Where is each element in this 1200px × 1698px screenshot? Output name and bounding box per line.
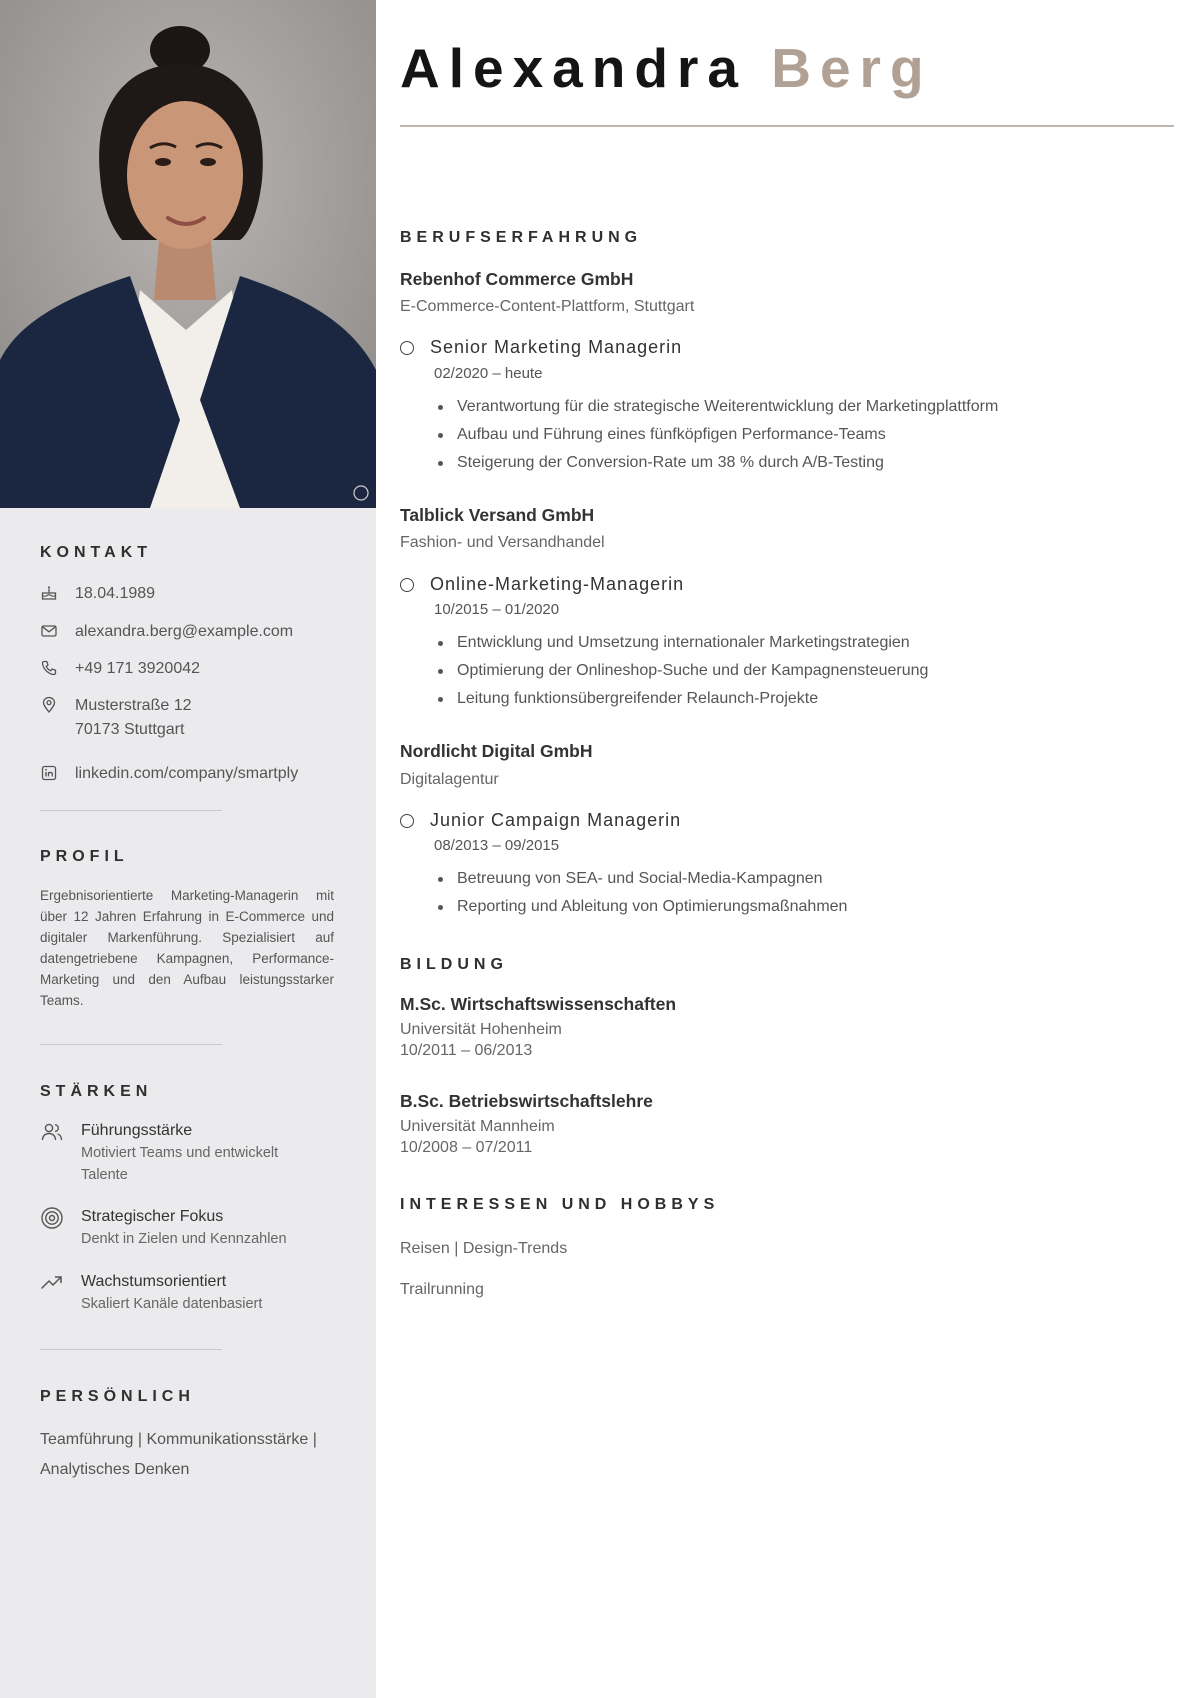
job-role bbox=[400, 574, 684, 595]
education-heading: BILDUNG bbox=[400, 956, 508, 973]
job-role bbox=[400, 337, 682, 358]
strength-title: Führungsstärke bbox=[81, 1122, 193, 1139]
job-bullets bbox=[436, 865, 847, 921]
strength-subtitle: Denkt in Zielen und Kennzahlen bbox=[81, 1231, 287, 1247]
interest-item: Reisen | Design-Trends bbox=[400, 1240, 568, 1257]
contact-phone[interactable] bbox=[40, 657, 200, 681]
experience-heading: BERUFSERFAHRUNG bbox=[400, 229, 643, 246]
list-item: Optimierung der Onlineshop-Suche und der Kampagnensteuerung bbox=[436, 657, 928, 685]
birthdate-text: 18.04.1989 bbox=[75, 585, 156, 602]
timeline-circle-icon bbox=[400, 814, 414, 828]
address-street: Musterstraße 12 bbox=[75, 697, 192, 714]
title-divider bbox=[400, 125, 1174, 127]
company-description: Fashion- und Versandhandel bbox=[400, 534, 605, 551]
education-degree: B.Sc. Betriebswirtschaftslehre bbox=[400, 1091, 653, 1111]
role-title: Senior Marketing Managerin bbox=[430, 337, 683, 357]
timeline-circle-icon bbox=[400, 578, 414, 592]
company-description: Digitalagentur bbox=[400, 771, 499, 788]
list-item: Entwicklung und Umsetzung internationaler Marketingstrategien bbox=[436, 629, 928, 657]
strength-item bbox=[40, 1120, 301, 1186]
phone-link[interactable]: +49 171 3920042 bbox=[75, 660, 201, 677]
location-icon bbox=[40, 696, 58, 714]
divider bbox=[40, 1349, 222, 1350]
personal-heading: PERSÖNLICH bbox=[40, 1388, 195, 1405]
list-item: Steigerung der Conversion-Rate um 38 % durch A/B-Testing bbox=[436, 449, 998, 477]
contact-birthdate bbox=[40, 582, 155, 606]
divider bbox=[40, 810, 222, 811]
list-item: Betreuung von SEA- und Social-Media-Kampagnen bbox=[436, 865, 847, 893]
first-name: Alexandra bbox=[400, 37, 747, 99]
education-period: 10/2011 – 06/2013 bbox=[400, 1042, 533, 1059]
role-title: Junior Campaign Managerin bbox=[430, 810, 682, 830]
job-period: 02/2020 – heute bbox=[434, 365, 543, 382]
sidebar bbox=[0, 0, 376, 1698]
strength-item bbox=[40, 1271, 301, 1315]
linkedin-link[interactable]: linkedin.com/company/smartply bbox=[75, 765, 299, 782]
target-icon bbox=[40, 1206, 64, 1230]
list-item: Verantwortung für die strategische Weiterentwicklung der Marketingplattform bbox=[436, 393, 998, 421]
personal-text: Teamführung | Kommunikationsstärke | Analytisches Denken bbox=[40, 1431, 317, 1478]
contact-address bbox=[40, 694, 191, 742]
last-name: Berg bbox=[771, 37, 933, 99]
list-item: Aufbau und Führung eines fünfköpfigen Performance-Teams bbox=[436, 421, 998, 449]
job-role bbox=[400, 810, 681, 831]
phone-icon bbox=[40, 659, 58, 677]
interest-item: Trailrunning bbox=[400, 1281, 484, 1298]
education-school: Universität Hohenheim bbox=[400, 1021, 562, 1038]
cake-icon bbox=[40, 584, 58, 602]
contact-email[interactable] bbox=[40, 620, 293, 644]
timeline-circle-icon bbox=[400, 341, 414, 355]
profile-text: Ergebnisorientierte Marketing-Managerin mit über 12 Jahren Erfahrung in E-Commerce und digitaler Markenführung. Spezialisiert auf datengetriebene Kampagnen, Performance-Marketing und den Aufbau leistungsstarker Teams. bbox=[40, 888, 334, 1008]
list-item: Leitung funktionsübergreifender Relaunch-Projekte bbox=[436, 685, 928, 713]
company-name: Rebenhof Commerce GmbH bbox=[400, 269, 634, 289]
job-bullets bbox=[436, 629, 928, 713]
trending-up-icon bbox=[40, 1271, 64, 1295]
education-period: 10/2008 – 07/2011 bbox=[400, 1139, 533, 1156]
strength-subtitle: Motiviert Teams und entwickelt Talente bbox=[81, 1145, 279, 1183]
profile-heading: PROFIL bbox=[40, 848, 129, 865]
interests-heading: INTERESSEN UND HOBBYS bbox=[400, 1196, 720, 1213]
users-icon bbox=[40, 1120, 64, 1144]
mail-icon bbox=[40, 622, 58, 640]
job-period: 10/2015 – 01/2020 bbox=[434, 601, 560, 618]
address-text bbox=[75, 694, 191, 742]
job-bullets bbox=[436, 393, 998, 477]
email-link[interactable]: alexandra.berg@example.com bbox=[75, 623, 294, 640]
role-title: Online-Marketing-Managerin bbox=[430, 574, 685, 594]
strengths-heading: STÄRKEN bbox=[40, 1083, 153, 1100]
contact-linkedin[interactable] bbox=[40, 762, 298, 786]
linkedin-icon bbox=[40, 764, 58, 782]
job-period: 08/2013 – 09/2015 bbox=[434, 837, 560, 854]
page-title bbox=[400, 36, 933, 100]
strength-subtitle: Skaliert Kanäle datenbasiert bbox=[81, 1296, 263, 1312]
education-school: Universität Mannheim bbox=[400, 1118, 555, 1135]
company-name: Talblick Versand GmbH bbox=[400, 505, 595, 525]
divider bbox=[40, 1044, 222, 1045]
strength-item bbox=[40, 1206, 301, 1250]
strength-title: Wachstumsorientiert bbox=[81, 1273, 227, 1290]
portrait-image bbox=[0, 0, 376, 508]
list-item: Reporting und Ableitung von Optimierungsmaßnahmen bbox=[436, 893, 847, 921]
contact-heading: KONTAKT bbox=[40, 544, 153, 561]
company-name: Nordlicht Digital GmbH bbox=[400, 741, 593, 761]
company-description: E-Commerce-Content-Plattform, Stuttgart bbox=[400, 298, 695, 315]
education-degree: M.Sc. Wirtschaftswissenschaften bbox=[400, 994, 677, 1014]
address-city: 70173 Stuttgart bbox=[75, 721, 185, 738]
strength-title: Strategischer Fokus bbox=[81, 1208, 224, 1225]
profile-photo bbox=[0, 0, 376, 508]
